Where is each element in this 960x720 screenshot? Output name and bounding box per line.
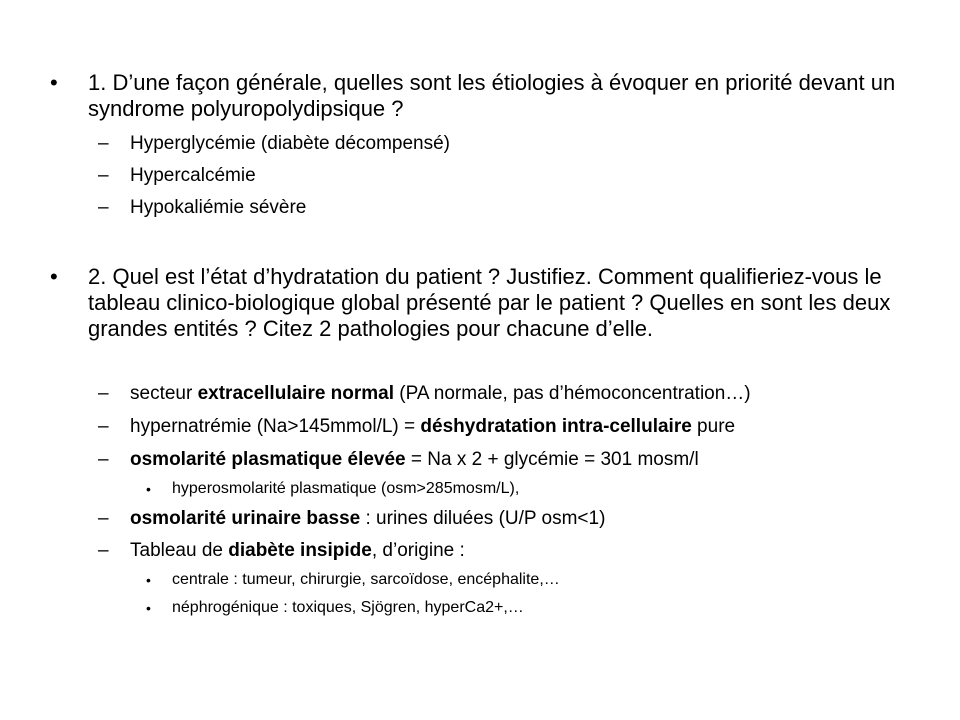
answer-text: Hypokaliémie sévère (130, 197, 307, 218)
bullet: • (50, 264, 58, 289)
question-2-text: 2. Quel est l’état d’hydratation du patient ? Justifiez. Comment qualifieriez-vous le tableau clinico-biologique global présenté par le patient ? Quelles en sont les deux grandes entités ? Citez 2 pathologies pour chacune d’elle. (88, 264, 891, 341)
question-2 (50, 264, 908, 342)
answer-item (98, 448, 920, 472)
sub-item-text: néphrogénique : toxiques, Sjögren, hyperCa2+,… (172, 599, 524, 616)
answer-post: pure (691, 416, 736, 437)
answer-post: , d’origine : (371, 540, 465, 561)
answer-item (98, 507, 920, 531)
answer-item (98, 196, 920, 220)
answer-pre: Tableau de (130, 540, 229, 561)
answer-text: Hypercalcémie (130, 165, 256, 186)
answer-item (98, 164, 920, 188)
answer-item (98, 415, 920, 439)
dash: – (98, 416, 109, 437)
dash: – (98, 165, 109, 186)
dash: – (98, 540, 109, 561)
answer-bold: extracellulaire normal (197, 383, 395, 404)
answer-bold: osmolarité urinaire basse (130, 508, 361, 529)
dash: – (98, 449, 109, 470)
answer-pre: secteur (130, 383, 198, 404)
answer-bold: osmolarité plasmatique élevée (130, 449, 406, 470)
dash: – (98, 197, 109, 218)
answer-bold: diabète insipide (228, 540, 372, 561)
question-1 (50, 70, 908, 122)
bullet: • (50, 70, 58, 95)
answer-item (98, 382, 920, 406)
question-1-text: 1. D’une façon générale, quelles sont les étiologies à évoquer en priorité devant un syndrome polyuropolydipsique ? (88, 70, 896, 121)
dash: – (98, 508, 109, 529)
bullet: • (146, 481, 151, 497)
bullet: • (146, 600, 151, 616)
sub-item-text: hyperosmolarité plasmatique (osm>285mosm/L), (172, 480, 520, 497)
dash: – (98, 383, 109, 404)
answer-post: : urines diluées (U/P osm<1) (360, 508, 606, 529)
sub-item (146, 598, 912, 618)
dash: – (98, 133, 109, 154)
sub-item-text: centrale : tumeur, chirurgie, sarcoïdose, encéphalite,… (172, 571, 560, 588)
answer-item (98, 539, 920, 563)
answer-bold: déshydratation intra-cellulaire (420, 416, 692, 437)
answer-post: = Na x 2 + glycémie = 301 mosm/l (405, 449, 699, 470)
sub-item (146, 479, 912, 499)
sub-item (146, 570, 912, 590)
answer-text: Hyperglycémie (diabète décompensé) (130, 133, 450, 154)
bullet: • (146, 572, 151, 588)
answer-item (98, 132, 920, 156)
answer-post: (PA normale, pas d’hémoconcentration…) (394, 383, 751, 404)
answer-pre: hypernatrémie (Na>145mmol/L) = (130, 416, 421, 437)
